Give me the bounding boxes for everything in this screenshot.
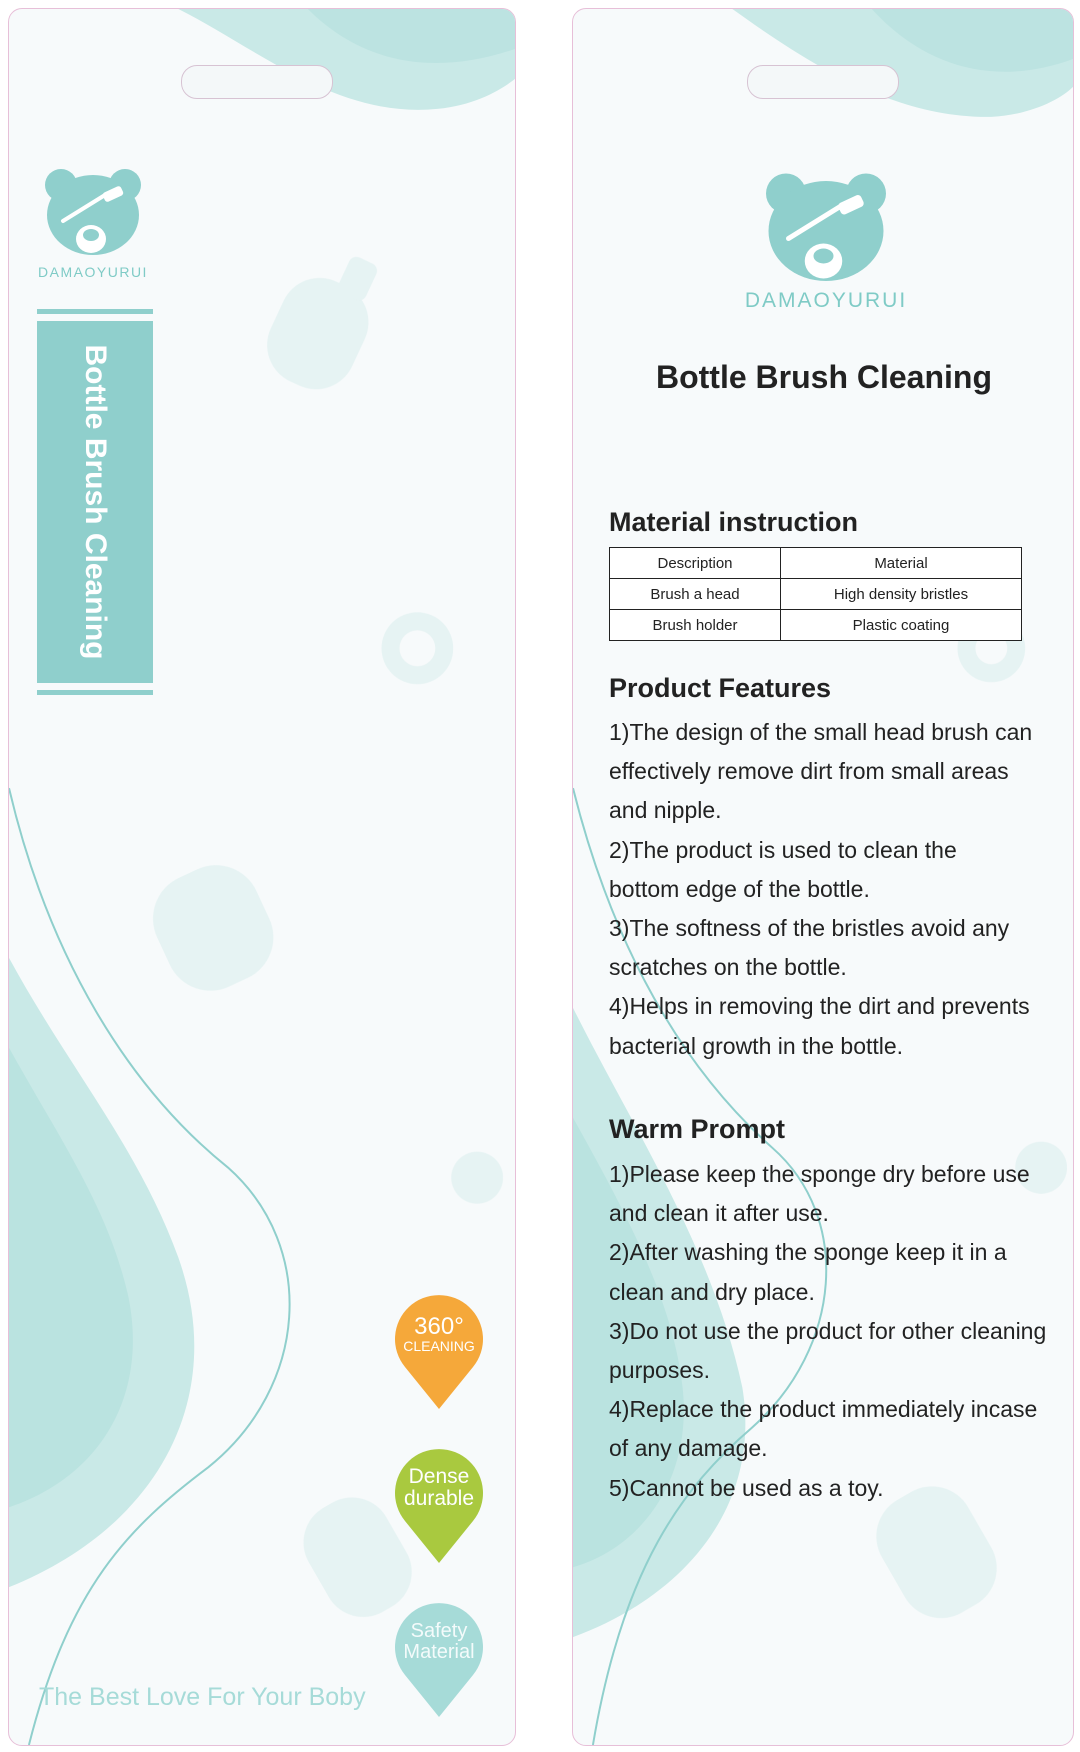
text-line: bottom edge of the bottle. [609,875,870,902]
text-line: 3)Do not use the product for other cleaning [609,1317,1047,1344]
table-cell: Brush a head [610,579,781,610]
text-line: purposes. [609,1357,711,1384]
text-line: 3)The softness of the bristles avoid any [609,915,1010,942]
bear-logo-icon [751,167,901,285]
badge-dense-line2: durable [403,1487,475,1510]
badge-safety-line1: Safety [410,1620,468,1642]
front-card [8,8,516,1746]
table-cell: Brush holder [610,610,781,641]
brand-name: DAMAOYURUI [38,264,148,280]
badge-360-value: 360° [414,1313,464,1341]
text-line: of any damage. [609,1435,768,1462]
text-line: clean and dry place. [609,1278,815,1305]
warm-prompt-list [609,1155,1059,1508]
text-line: bacterial growth in the bottle. [609,1032,904,1059]
tagline: The Best Love For Your Boby [39,1683,366,1711]
table-cell: Material [781,548,1022,579]
text-line: 2)After washing the sponge keep it in a [609,1239,1007,1266]
text-line: 4)Replace the product immediately incase [609,1396,1038,1423]
back-logo [731,167,921,313]
hang-tab [181,65,333,99]
text-line: 1)Please keep the sponge dry before use [609,1161,1030,1187]
product-title: Bottle Brush Cleaning [655,359,992,395]
text-line: scratches on the bottle. [609,954,847,981]
table-cell: High density bristles [781,579,1022,610]
text-line: 5)Cannot be used as a toy. [609,1474,884,1501]
table-row [610,610,1022,641]
text-line: and clean it after use. [609,1200,829,1227]
text-line: 1)The design of the small head brush can [609,719,1033,745]
text-line: 4)Helps in removing the dirt and prevents [609,993,1030,1020]
hang-tab [747,65,899,99]
badge-360-label: CLEANING [403,1338,475,1355]
table-header-row [610,548,1022,579]
text-line: 2)The product is used to clean the [609,836,957,863]
table-cell: Plastic coating [781,610,1022,641]
badge-safety-line2: Material [403,1641,475,1663]
front-logo [33,165,153,280]
bear-logo-icon [33,165,153,257]
warm-prompt-heading: Warm Prompt [609,1114,786,1144]
vertical-title: Bottle Brush Cleaning [79,344,112,660]
material-heading: Material instruction [609,507,859,537]
badge-dense-durable [391,1445,487,1563]
brand-name: DAMAOYURUI [744,289,908,312]
badge-dense-line1: Dense [408,1464,470,1488]
vertical-title-banner [37,309,153,695]
text-line: effectively remove dirt from small areas [609,758,1009,785]
features-list [609,713,1059,1066]
table-row [610,579,1022,610]
badge-safety-material [391,1599,487,1717]
back-card [572,8,1074,1746]
badge-360-cleaning [391,1291,487,1409]
table-cell: Description [610,548,781,579]
material-table [609,547,1022,641]
text-line: and nipple. [609,797,722,824]
features-heading: Product Features [609,673,832,703]
